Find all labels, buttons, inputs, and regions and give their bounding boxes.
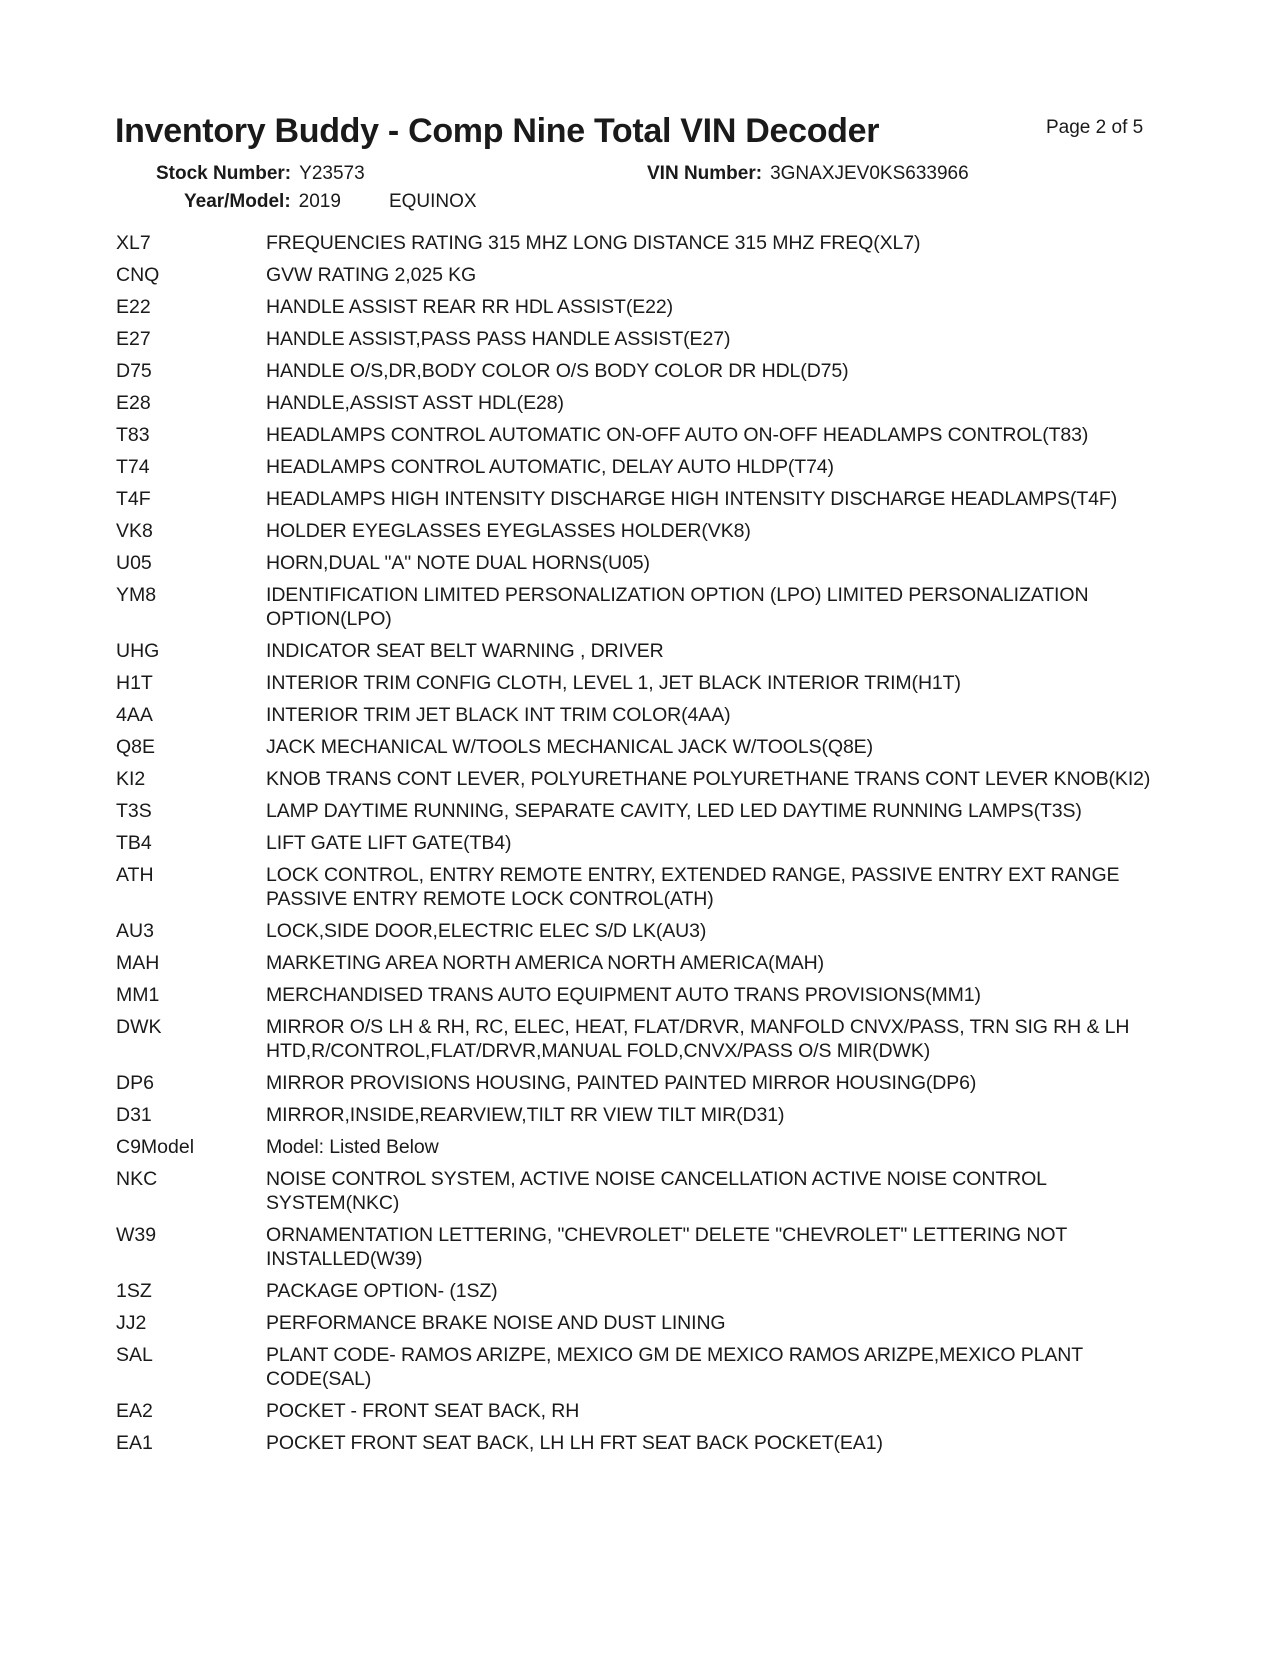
option-code: EA1 [116,1432,153,1454]
option-code: DWK [116,1016,162,1038]
option-row [116,1071,1176,1095]
option-row [116,551,1176,575]
option-description: HORN,DUAL "A" NOTE DUAL HORNS(U05) [266,552,650,574]
option-row [116,423,1176,447]
option-description: LAMP DAYTIME RUNNING, SEPARATE CAVITY, LED LED DAYTIME RUNNING LAMPS(T3S) [266,800,1082,822]
option-description: HEADLAMPS HIGH INTENSITY DISCHARGE HIGH INTENSITY DISCHARGE HEADLAMPS(T4F) [266,488,1118,510]
option-row [116,831,1176,855]
option-row [116,519,1176,543]
option-description: ORNAMENTATION LETTERING, "CHEVROLET" DELETE "CHEVROLET" LETTERING NOT INSTALLED(W39) [266,1224,1067,1270]
option-code: JJ2 [116,1312,147,1334]
option-description: FREQUENCIES RATING 315 MHZ LONG DISTANCE 315 MHZ FREQ(XL7) [266,232,921,254]
option-code: SAL [116,1344,153,1366]
option-row [116,1223,1176,1271]
option-description: KNOB TRANS CONT LEVER, POLYURETHANE POLYURETHANE TRANS CONT LEVER KNOB(KI2) [266,768,1151,790]
option-code: T74 [116,456,150,478]
option-code: D31 [116,1104,152,1126]
option-row [116,1431,1176,1455]
option-description: MIRROR PROVISIONS HOUSING, PAINTED PAINTED MIRROR HOUSING(DP6) [266,1072,977,1094]
option-description: MIRROR O/S LH & RH, RC, ELEC, HEAT, FLAT/DRVR, MANFOLD CNVX/PASS, TRN SIG RH & LH HTD,R/CONTROL,FLAT/DRVR,MANUAL FOLD,CNVX/PASS O/S MIR(DWK) [266,1016,1130,1062]
option-code: 4AA [116,704,153,726]
option-row [116,1103,1176,1127]
model-value: EQUINOX [388,191,477,212]
option-code: E22 [116,296,151,318]
option-row [116,1167,1176,1215]
option-description: HANDLE O/S,DR,BODY COLOR O/S BODY COLOR DR HDL(D75) [266,360,849,382]
option-description: LOCK CONTROL, ENTRY REMOTE ENTRY, EXTENDED RANGE, PASSIVE ENTRY EXT RANGE PASSIVE ENTRY REMOTE LOCK CONTROL(ATH) [266,864,1120,910]
option-row [116,1399,1176,1423]
option-description: INTERIOR TRIM JET BLACK INT TRIM COLOR(4AA) [266,704,731,726]
year-model-line [184,191,477,213]
option-code: YM8 [116,584,157,606]
option-row [116,863,1176,911]
option-code: CNQ [116,264,160,286]
option-row [116,919,1176,943]
option-description: INDICATOR SEAT BELT WARNING , DRIVER [266,640,664,662]
option-row [116,1135,1176,1159]
option-code: NKC [116,1168,158,1190]
vin-number-label: VIN Number: [647,163,763,184]
option-code: 1SZ [116,1280,152,1302]
option-code: XL7 [116,232,151,254]
option-row [116,735,1176,759]
option-row [116,231,1176,255]
option-code: EA2 [116,1400,153,1422]
option-description: JACK MECHANICAL W/TOOLS MECHANICAL JACK W/TOOLS(Q8E) [266,736,873,758]
option-row [116,1343,1176,1391]
option-code: T4F [116,488,151,510]
option-code: MM1 [116,984,160,1006]
option-code: U05 [116,552,152,574]
option-description: IDENTIFICATION LIMITED PERSONALIZATION OPTION (LPO) LIMITED PERSONALIZATION OPTION(LPO) [266,584,1089,630]
option-code: VK8 [116,520,153,542]
vin-number-value: 3GNAXJEV0KS633966 [770,163,969,184]
option-row [116,767,1176,791]
option-code: DP6 [116,1072,154,1094]
option-code: D75 [116,360,152,382]
vin-number-line [647,163,969,185]
option-row [116,1311,1176,1335]
option-code: E27 [116,328,151,350]
option-description: HOLDER EYEGLASSES EYEGLASSES HOLDER(VK8) [266,520,751,542]
option-description: MIRROR,INSIDE,REARVIEW,TILT RR VIEW TILT MIR(D31) [266,1104,785,1126]
option-description: POCKET - FRONT SEAT BACK, RH [266,1400,580,1422]
option-row [116,359,1176,383]
option-row [116,295,1176,319]
option-code: UHG [116,640,160,662]
option-description: MERCHANDISED TRANS AUTO EQUIPMENT AUTO TRANS PROVISIONS(MM1) [266,984,981,1006]
option-description: Model: Listed Below [266,1136,439,1158]
option-description: HANDLE ASSIST REAR RR HDL ASSIST(E22) [266,296,674,318]
option-code-list [116,231,1176,1463]
option-code: T3S [116,800,152,822]
option-row [116,327,1176,351]
option-code: MAH [116,952,160,974]
option-description: HANDLE,ASSIST ASST HDL(E28) [266,392,564,414]
option-code: ATH [116,864,154,886]
option-code: TB4 [116,832,152,854]
option-row [116,391,1176,415]
option-row [116,799,1176,823]
option-description: PACKAGE OPTION- (1SZ) [266,1280,498,1302]
option-code: W39 [116,1224,157,1246]
option-description: HEADLAMPS CONTROL AUTOMATIC, DELAY AUTO HLDP(T74) [266,456,834,478]
option-description: NOISE CONTROL SYSTEM, ACTIVE NOISE CANCELLATION ACTIVE NOISE CONTROL SYSTEM(NKC) [266,1168,1047,1214]
option-code: E28 [116,392,151,414]
option-row [116,263,1176,287]
option-description: MARKETING AREA NORTH AMERICA NORTH AMERICA(MAH) [266,952,824,974]
option-row [116,583,1176,631]
year-model-label: Year/Model: [184,191,291,212]
option-description: PLANT CODE- RAMOS ARIZPE, MEXICO GM DE MEXICO RAMOS ARIZPE,MEXICO PLANT CODE(SAL) [266,1344,1083,1390]
document-title: Inventory Buddy - Comp Nine Total VIN Decoder [115,112,880,150]
option-description: INTERIOR TRIM CONFIG CLOTH, LEVEL 1, JET BLACK INTERIOR TRIM(H1T) [266,672,961,694]
option-description: LIFT GATE LIFT GATE(TB4) [266,832,512,854]
option-row [116,951,1176,975]
option-row [116,455,1176,479]
option-row [116,671,1176,695]
option-code: KI2 [116,768,146,790]
option-description: LOCK,SIDE DOOR,ELECTRIC ELEC S/D LK(AU3) [266,920,707,942]
page-number: Page 2 of 5 [1046,117,1144,138]
stock-number-value: Y23573 [299,163,365,184]
option-code: H1T [116,672,153,694]
option-description: GVW RATING 2,025 KG [266,264,477,286]
option-description: POCKET FRONT SEAT BACK, LH LH FRT SEAT BACK POCKET(EA1) [266,1432,883,1454]
year-value: 2019 [298,191,341,212]
option-description: PERFORMANCE BRAKE NOISE AND DUST LINING [266,1312,726,1334]
option-code: T83 [116,424,150,446]
option-row [116,1015,1176,1063]
option-row [116,639,1176,663]
stock-number-label: Stock Number: [156,163,292,184]
option-row [116,1279,1176,1303]
option-description: HANDLE ASSIST,PASS PASS HANDLE ASSIST(E27) [266,328,731,350]
option-row [116,983,1176,1007]
option-row [116,703,1176,727]
option-code: Q8E [116,736,156,758]
option-code: C9Model [116,1136,195,1158]
option-description: HEADLAMPS CONTROL AUTOMATIC ON-OFF AUTO ON-OFF HEADLAMPS CONTROL(T83) [266,424,1089,446]
option-code: AU3 [116,920,154,942]
option-row [116,487,1176,511]
stock-number-line [156,163,365,185]
